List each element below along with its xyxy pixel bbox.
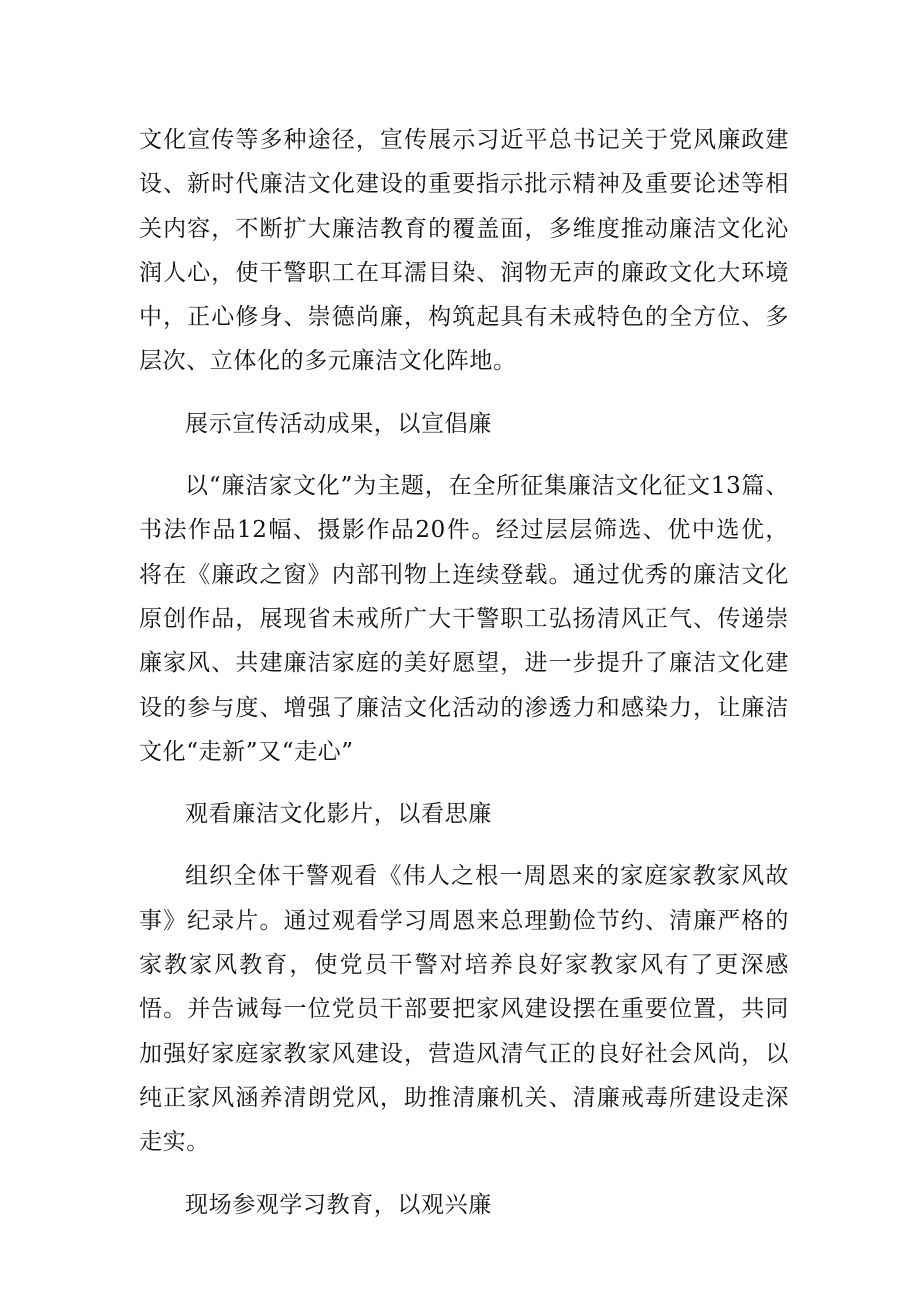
body-paragraph-intro: 文化宣传等多种途径，宣传展示习近平总书记关于党风廉政建设、新时代廉洁文化建设的重要指示批示精神及重要论述等相关内容，不断扩大廉洁教育的覆盖面，多维度推动廉洁文化沁润人心，使干警职工在耳濡目染、润物无声的廉政文化大环境中，正心修身、崇德尚廉，构筑起具有未戒特色的全方位、多层次、立体化的多元廉洁文化阵地。 <box>139 127 789 375</box>
body-paragraph-publicity: 以“廉洁家文化”为主题，在全所征集廉洁文化征文13篇、书法作品12幅、摄影作品20件。经过层层筛选、优中选优，将在《廉政之窗》内部刊物上连续登载。通过优秀的廉洁文化原创作品，展现省未戒所广大干警职工弘扬清风正气、传递崇廉家风、共建廉洁家庭的美好愿望，进一步提升了廉洁文化建设的参与度、增强了廉洁文化活动的渗透力和感染力，让廉洁文化“走新”又“走心” <box>139 473 789 765</box>
paragraph-gap <box>139 774 789 792</box>
section-heading-film: 观看廉洁文化影片，以看思廉 <box>185 801 492 828</box>
paragraph-gap <box>139 1165 789 1183</box>
body-paragraph-film: 组织全体干警观看《伟人之根一周恩来的家庭家教家风故事》纪录片。通过观看学习周恩来总理勤俭节约、清廉严格的家教家风教育，使党员干警对培养良好家教家风有了更深感悟。并告诫每一位党员干部要把家风建设摆在重要位置，共同加强好家庭家教家风建设，营造风清气正的良好社会风尚，以纯正家风涵养清朗党风，助推清廉机关、清廉戒毒所建设走深走实。 <box>139 863 789 1156</box>
paragraph-gap <box>139 446 789 464</box>
section-heading-visit: 现场参观学习教育，以观兴廉 <box>185 1191 492 1218</box>
paragraph-gap <box>139 384 789 402</box>
section-heading-publicity: 展示宣传活动成果，以宣倡廉 <box>185 410 492 437</box>
paragraph-gap <box>139 836 789 854</box>
document-body <box>139 118 789 1227</box>
